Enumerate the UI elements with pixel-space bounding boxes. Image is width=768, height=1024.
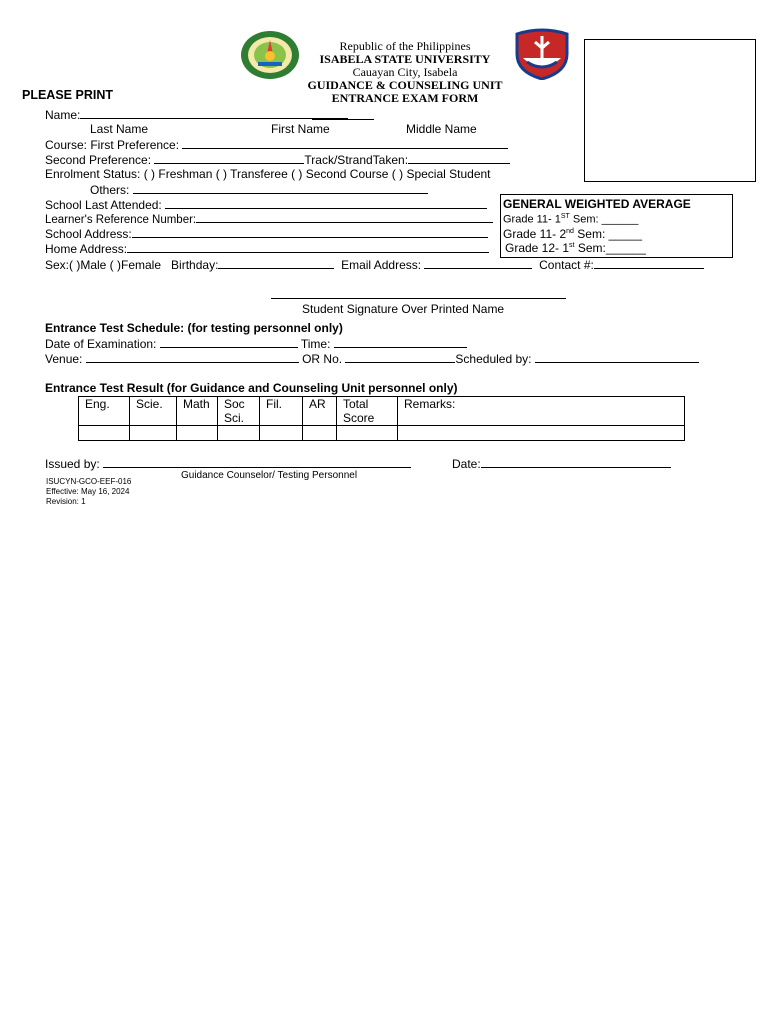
footer-revision: Revision: 1 (46, 497, 86, 506)
photo-box (584, 39, 756, 182)
result-input-row (79, 426, 685, 441)
schedule-title: Entrance Test Schedule: (for testing personnel only) (45, 321, 343, 335)
name-last-caption: Last Name (90, 122, 149, 136)
course-second-row (45, 152, 510, 167)
birthday-input[interactable] (218, 257, 334, 269)
school-address-label: School Address: (45, 227, 132, 241)
track-input[interactable] (408, 152, 510, 164)
gwa-g11-sem1-sup: ST (560, 213, 570, 220)
gwa-g11-sem2[interactable] (503, 227, 642, 241)
cell-remarks[interactable] (398, 426, 685, 441)
gwa-g11-sem1-label: Grade 11- 1 (503, 213, 561, 226)
school-address-row (45, 226, 488, 241)
email-label: Email Address: (341, 258, 422, 272)
col-total-score (337, 397, 398, 426)
email-input[interactable] (424, 257, 532, 269)
college-shield-logo (513, 28, 571, 80)
gwa-g12-sem1-sup: st (569, 242, 575, 249)
issued-row (45, 456, 411, 471)
footer-code: ISUCYN-GCO-EEF-016 (46, 477, 132, 486)
gwa-g11-sem2-sup: nd (566, 228, 574, 235)
header-university: ISABELA STATE UNIVERSITY (319, 52, 491, 66)
course-second-input[interactable] (154, 152, 304, 164)
exam-time-label: Time: (300, 337, 331, 351)
cell-eng[interactable] (79, 426, 130, 441)
school-last-label: School Last Attended: (45, 198, 162, 212)
issued-date-row (452, 456, 671, 471)
scheduled-by-label: Scheduled by: (455, 352, 532, 366)
name-input-line[interactable] (80, 107, 348, 119)
or-input[interactable] (345, 351, 455, 363)
exam-date-input[interactable] (160, 336, 298, 348)
name-label: Name: (45, 108, 81, 122)
result-header-row (79, 397, 685, 426)
issued-label: Issued by: (45, 457, 100, 471)
signature-line[interactable] (271, 298, 566, 299)
others-label: Others: (90, 183, 130, 197)
header-form-title: ENTRANCE EXAM FORM (331, 91, 479, 105)
course-first-label: Course: First Preference: (45, 138, 180, 152)
others-row (90, 182, 428, 197)
gwa-box (500, 194, 733, 258)
name-row (45, 107, 348, 122)
enrolment-status[interactable]: Enrolment Status: ( ) Freshman ( ) Transferee ( ) Second Course ( ) Special Student (45, 167, 491, 181)
scheduled-by-input[interactable] (535, 351, 699, 363)
home-address-row (45, 241, 489, 256)
course-second-label: Second Preference: (45, 153, 152, 167)
lrn-label: Learner's Reference Number: (45, 214, 197, 226)
cell-math[interactable] (177, 426, 218, 441)
col-soc-sci-text: Soc Sci. (224, 397, 245, 425)
cell-total-score[interactable] (337, 426, 398, 441)
col-fil: Fil. (260, 397, 303, 426)
name-middle-caption: Middle Name (406, 122, 477, 136)
col-math: Math (177, 397, 218, 426)
gwa-g11-sem2-field: Sem: _____ (573, 227, 642, 241)
lrn-row (45, 211, 493, 227)
course-first-input[interactable] (182, 137, 508, 149)
lrn-input[interactable] (196, 211, 493, 223)
footer-effective: Effective: May 16, 2024 (46, 487, 130, 496)
course-first-row (45, 137, 508, 152)
gwa-g11-sem1[interactable] (503, 213, 638, 226)
issued-caption: Guidance Counselor/ Testing Personnel (181, 470, 358, 481)
gwa-g12-sem1-field: Sem:______ (574, 241, 646, 255)
venue-row (45, 351, 699, 366)
venue-input[interactable] (86, 351, 299, 363)
result-title: Entrance Test Result (for Guidance and Counseling Unit personnel only) (45, 381, 458, 395)
cell-soc-sci[interactable] (218, 426, 260, 441)
col-scie: Scie. (130, 397, 177, 426)
school-last-row (45, 197, 487, 212)
sex-options[interactable]: Sex:( )Male ( )Female (45, 258, 162, 272)
venue-label: Venue: (45, 352, 83, 366)
gwa-title: GENERAL WEIGHTED AVERAGE (503, 197, 691, 211)
result-table (78, 396, 685, 441)
signature-caption: Student Signature Over Printed Name (302, 302, 505, 316)
gwa-g12-sem1-label: Grade 12- 1 (505, 241, 570, 255)
col-soc-sci (218, 397, 260, 426)
cell-fil[interactable] (260, 426, 303, 441)
cell-ar[interactable] (303, 426, 337, 441)
col-ar: AR (303, 397, 337, 426)
issued-date-input[interactable] (481, 456, 671, 468)
name-first-caption: First Name (271, 122, 330, 136)
personal-row (45, 257, 704, 272)
gwa-g11-sem2-label: Grade 11- 2 (503, 227, 567, 241)
header-republic: Republic of the Philippines (339, 39, 471, 53)
name-extra-line[interactable] (312, 108, 374, 120)
col-total-score-text: Total Score (343, 397, 375, 425)
others-input[interactable] (133, 182, 428, 194)
col-remarks: Remarks: (398, 397, 685, 426)
header-city: Cauayan City, Isabela (352, 65, 458, 79)
track-label: Track/StrandTaken: (304, 153, 409, 167)
home-address-label: Home Address: (45, 242, 128, 256)
exam-time-input[interactable] (334, 336, 467, 348)
isu-seal-logo (240, 30, 300, 80)
or-label: OR No. (302, 352, 343, 366)
please-print: PLEASE PRINT (22, 88, 113, 102)
gwa-g11-sem1-field: Sem: ______ (569, 213, 639, 226)
col-eng: Eng. (79, 397, 130, 426)
exam-date-label: Date of Examination: (45, 337, 157, 351)
school-address-input[interactable] (132, 226, 488, 238)
school-last-input[interactable] (165, 197, 487, 209)
issued-date-label: Date: (452, 457, 481, 471)
cell-scie[interactable] (130, 426, 177, 441)
header-unit: GUIDANCE & COUNSELING UNIT (307, 78, 503, 92)
home-address-input[interactable] (127, 241, 489, 253)
gwa-g12-sem1[interactable] (505, 241, 646, 255)
exam-date-row (45, 336, 467, 351)
contact-input[interactable] (594, 257, 704, 269)
issued-input[interactable] (103, 456, 411, 468)
contact-label: Contact #: (539, 258, 594, 272)
birthday-label: Birthday: (171, 258, 219, 272)
